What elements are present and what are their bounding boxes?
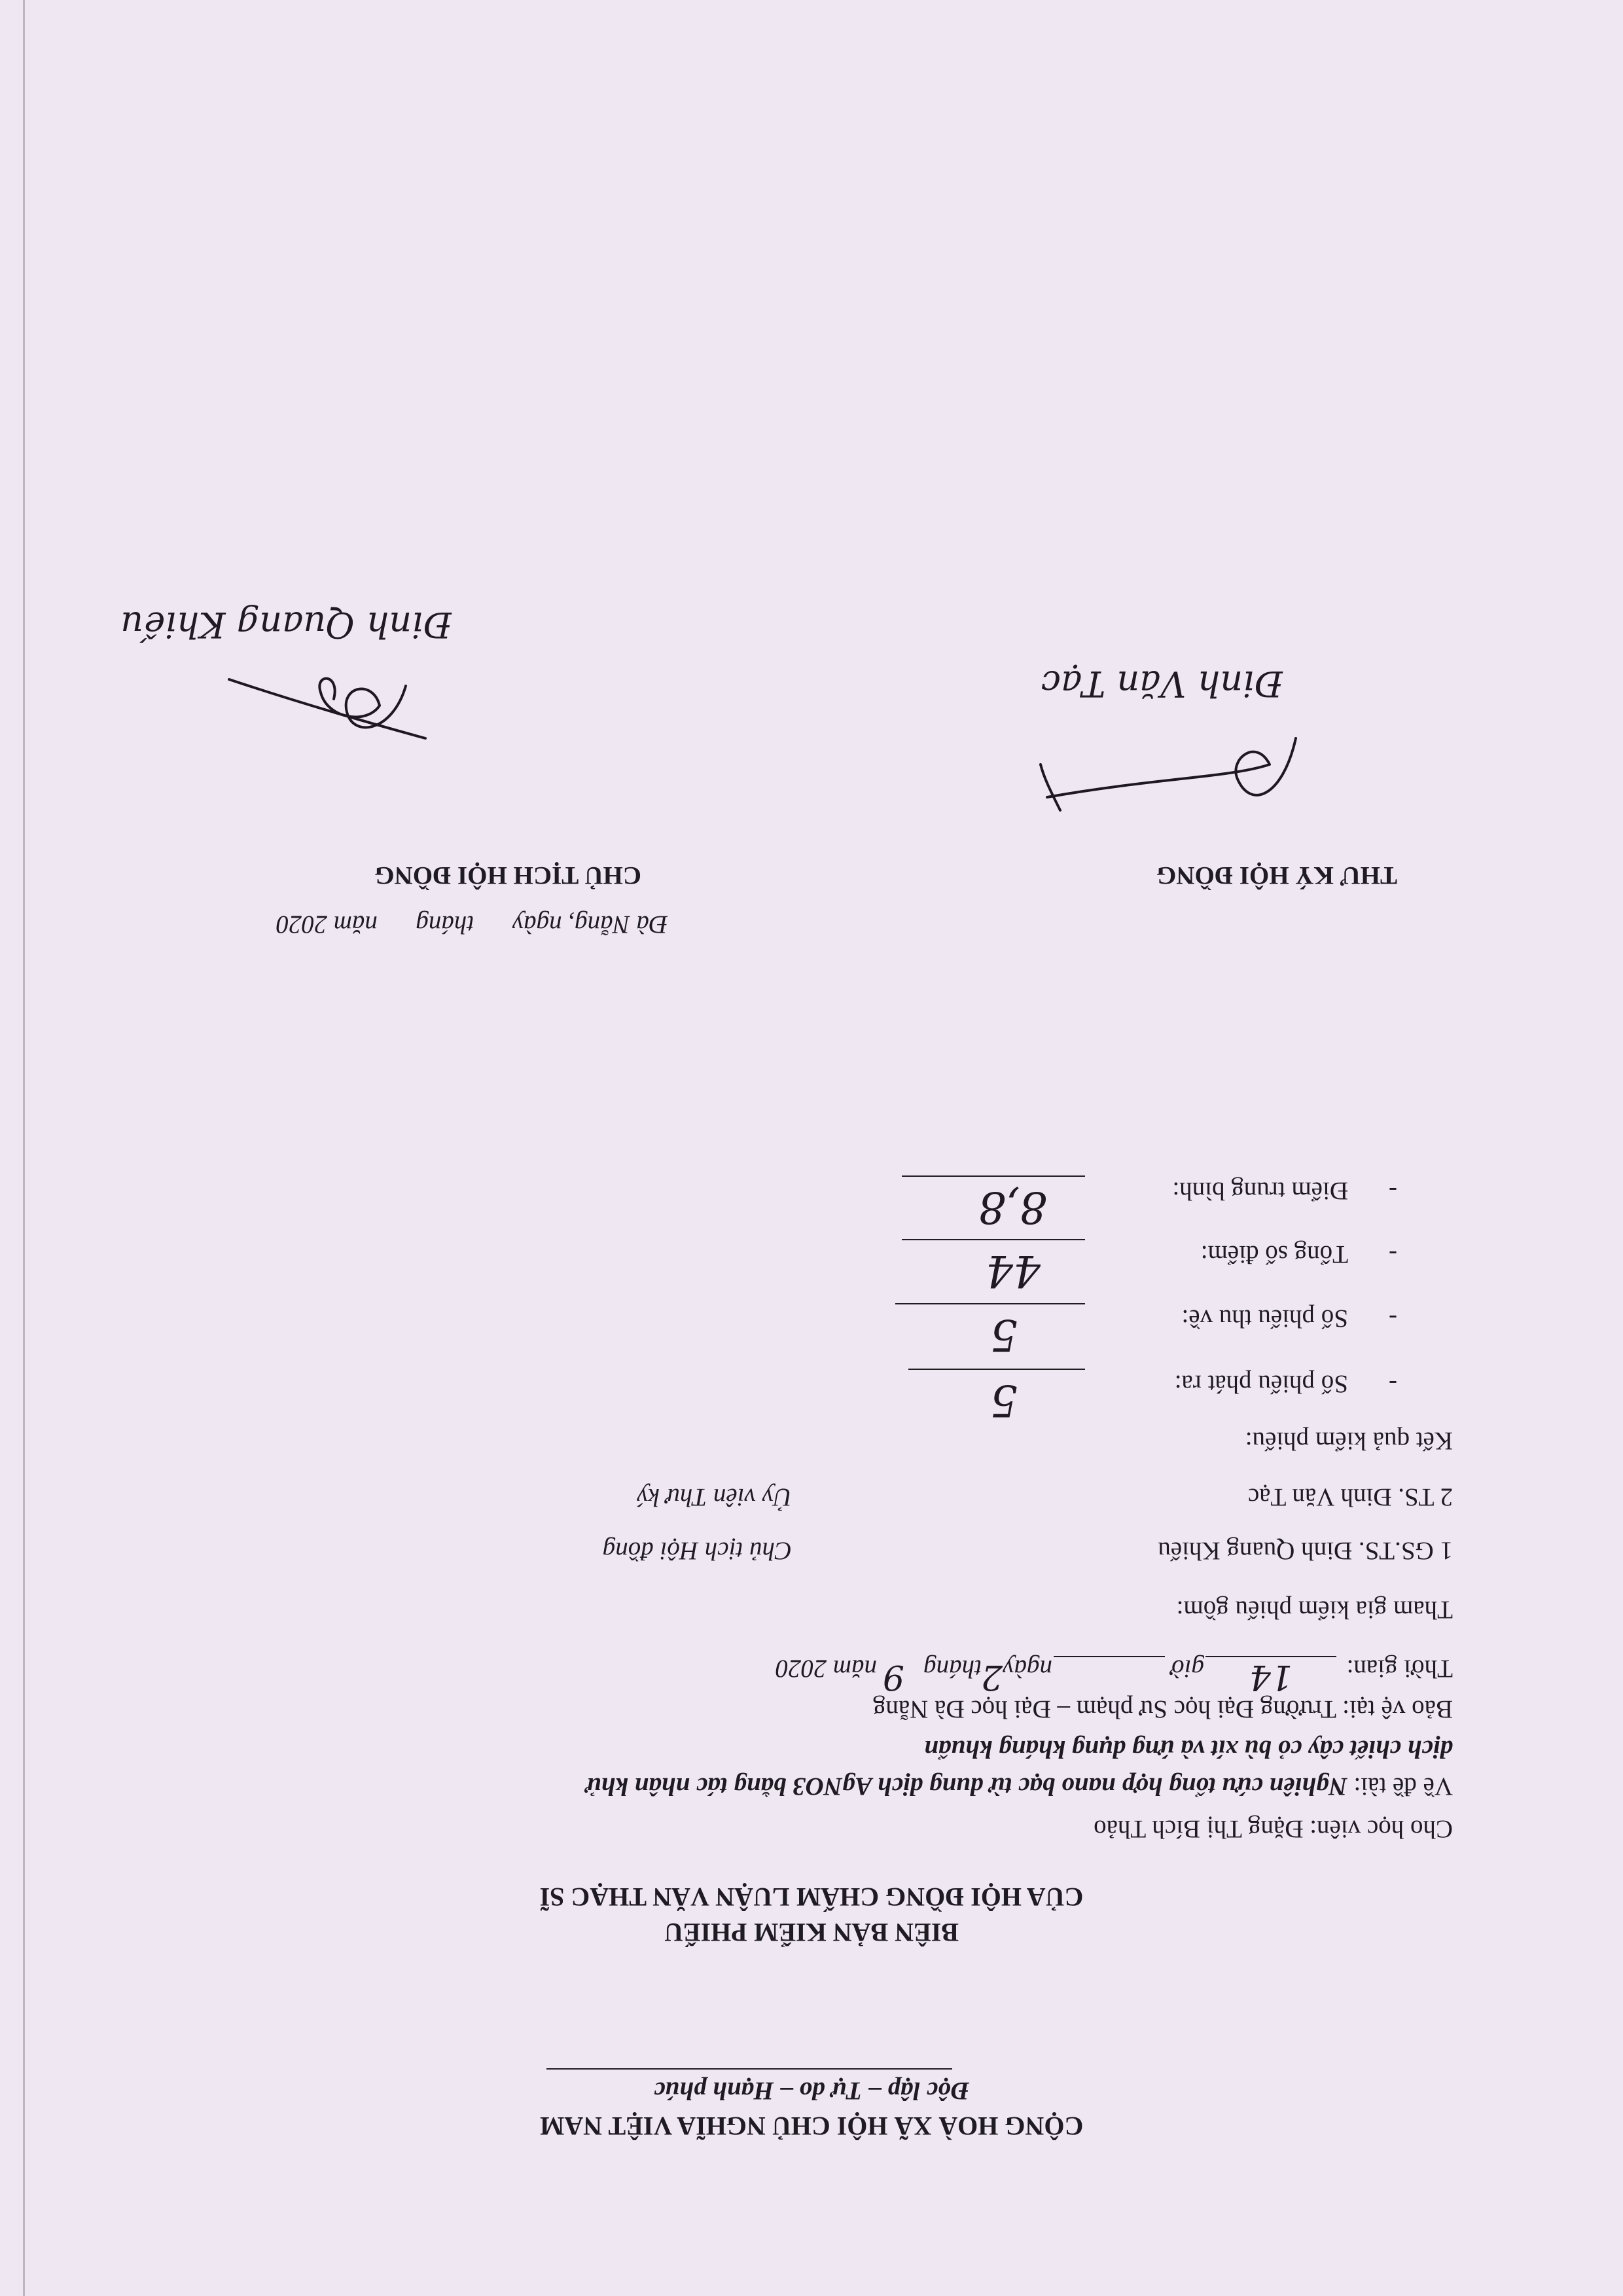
time-label: Thời gian: (1346, 1655, 1453, 1683)
time-day-handwritten: 2 (980, 1657, 1003, 1696)
result-issued-blank (908, 1369, 1085, 1370)
motto-underline (546, 2068, 952, 2070)
result-issued-label: Số phiếu phát ra: (1174, 1370, 1348, 1398)
result-average-blank (902, 1175, 1085, 1177)
time-day-unit: ngày (1003, 1655, 1052, 1683)
student-label: Cho học viên: (1310, 1815, 1453, 1843)
result-average-label: Điểm trung bình: (1172, 1177, 1348, 1205)
topic-line-1 (586, 1770, 1453, 1802)
time-hour-handwritten: 14 (1249, 1657, 1293, 1696)
member-1-name: 1 GS.TS. Đinh Quang Khiếu (1158, 1537, 1453, 1565)
counting-label: Tham gia kiểm phiếu gồm: (1176, 1596, 1453, 1624)
time-month-unit: tháng (923, 1655, 982, 1683)
member-1-role: Chủ tịch Hội đồng (602, 1537, 792, 1565)
student-name: Đặng Thị Bích Thảo (1094, 1815, 1304, 1843)
venue-line (873, 1693, 1453, 1725)
results-label: Kết quả kiểm phiếu: (1245, 1427, 1453, 1455)
time-year-unit: năm 2020 (776, 1655, 877, 1683)
result-average-value: 8,8 (978, 1182, 1047, 1232)
result-issued-value: 5 (990, 1375, 1018, 1426)
result-returned-value: 5 (990, 1310, 1018, 1360)
result-returned-label: Số phiếu thu về: (1181, 1304, 1348, 1333)
date-line: Đà Nẵng, ngày tháng năm 2020 (276, 910, 668, 939)
member-2-name: 2 TS. Đinh Văn Tạc (1247, 1483, 1453, 1511)
secretary-signature (1034, 712, 1309, 836)
result-total-blank (902, 1239, 1085, 1240)
document-subtitle: CỦA HỘI ĐỒNG CHẤM LUẬN VĂN THẠC SĨ (539, 1882, 1084, 1912)
time-hour-unit: giờ (1170, 1655, 1204, 1683)
chair-signature (223, 666, 432, 758)
chair-name: Đinh Quang Khiếu (120, 604, 452, 645)
result-dash-4: - (1389, 1177, 1397, 1205)
time-day-blank (1054, 1656, 1165, 1657)
country-name: CỘNG HOÀ XÃ HỘI CHỦ NGHĨA VIỆT NAM (539, 2111, 1084, 2141)
result-dash-1: - (1389, 1370, 1397, 1398)
document-title: BIÊN BẢN KIỂM PHIẾU (664, 1918, 959, 1947)
topic-text-1: Nghiên cứu tổng hợp nano bạc từ dung dịch AgNO3 bằng tác nhân khử (586, 1772, 1347, 1801)
venue-label: Bảo vệ tại: (1342, 1695, 1453, 1723)
chair-title: CHỦ TỊCH HỘI ĐỒNG (374, 861, 641, 889)
scan-edge-line (23, 0, 25, 2296)
result-total-label: Tổng số điểm: (1200, 1240, 1348, 1268)
result-dash-3: - (1389, 1240, 1397, 1268)
secretary-name: Đinh Văn Tạc (1041, 663, 1283, 704)
topic-text-2: dịch chiết cây cỏ bù xít và ứng dụng kháng khuẩn (924, 1735, 1453, 1763)
result-dash-2: - (1389, 1304, 1397, 1333)
member-2-role: Ủy viên Thư ký (637, 1483, 792, 1511)
result-total-value: 44 (986, 1246, 1041, 1296)
venue-text: Trường Đại học Sư phạm – Đại học Đà Nẵng (872, 1695, 1336, 1723)
result-returned-blank (895, 1303, 1085, 1304)
student-line (1094, 1813, 1453, 1844)
secretary-title: THƯ KÝ HỘI ĐỒNG (1156, 861, 1397, 889)
time-month-handwritten: 9 (882, 1657, 904, 1696)
topic-label: Về đề tài: (1353, 1772, 1453, 1801)
motto: Độc lập – Tự do – Hạnh phúc (654, 2077, 969, 2105)
